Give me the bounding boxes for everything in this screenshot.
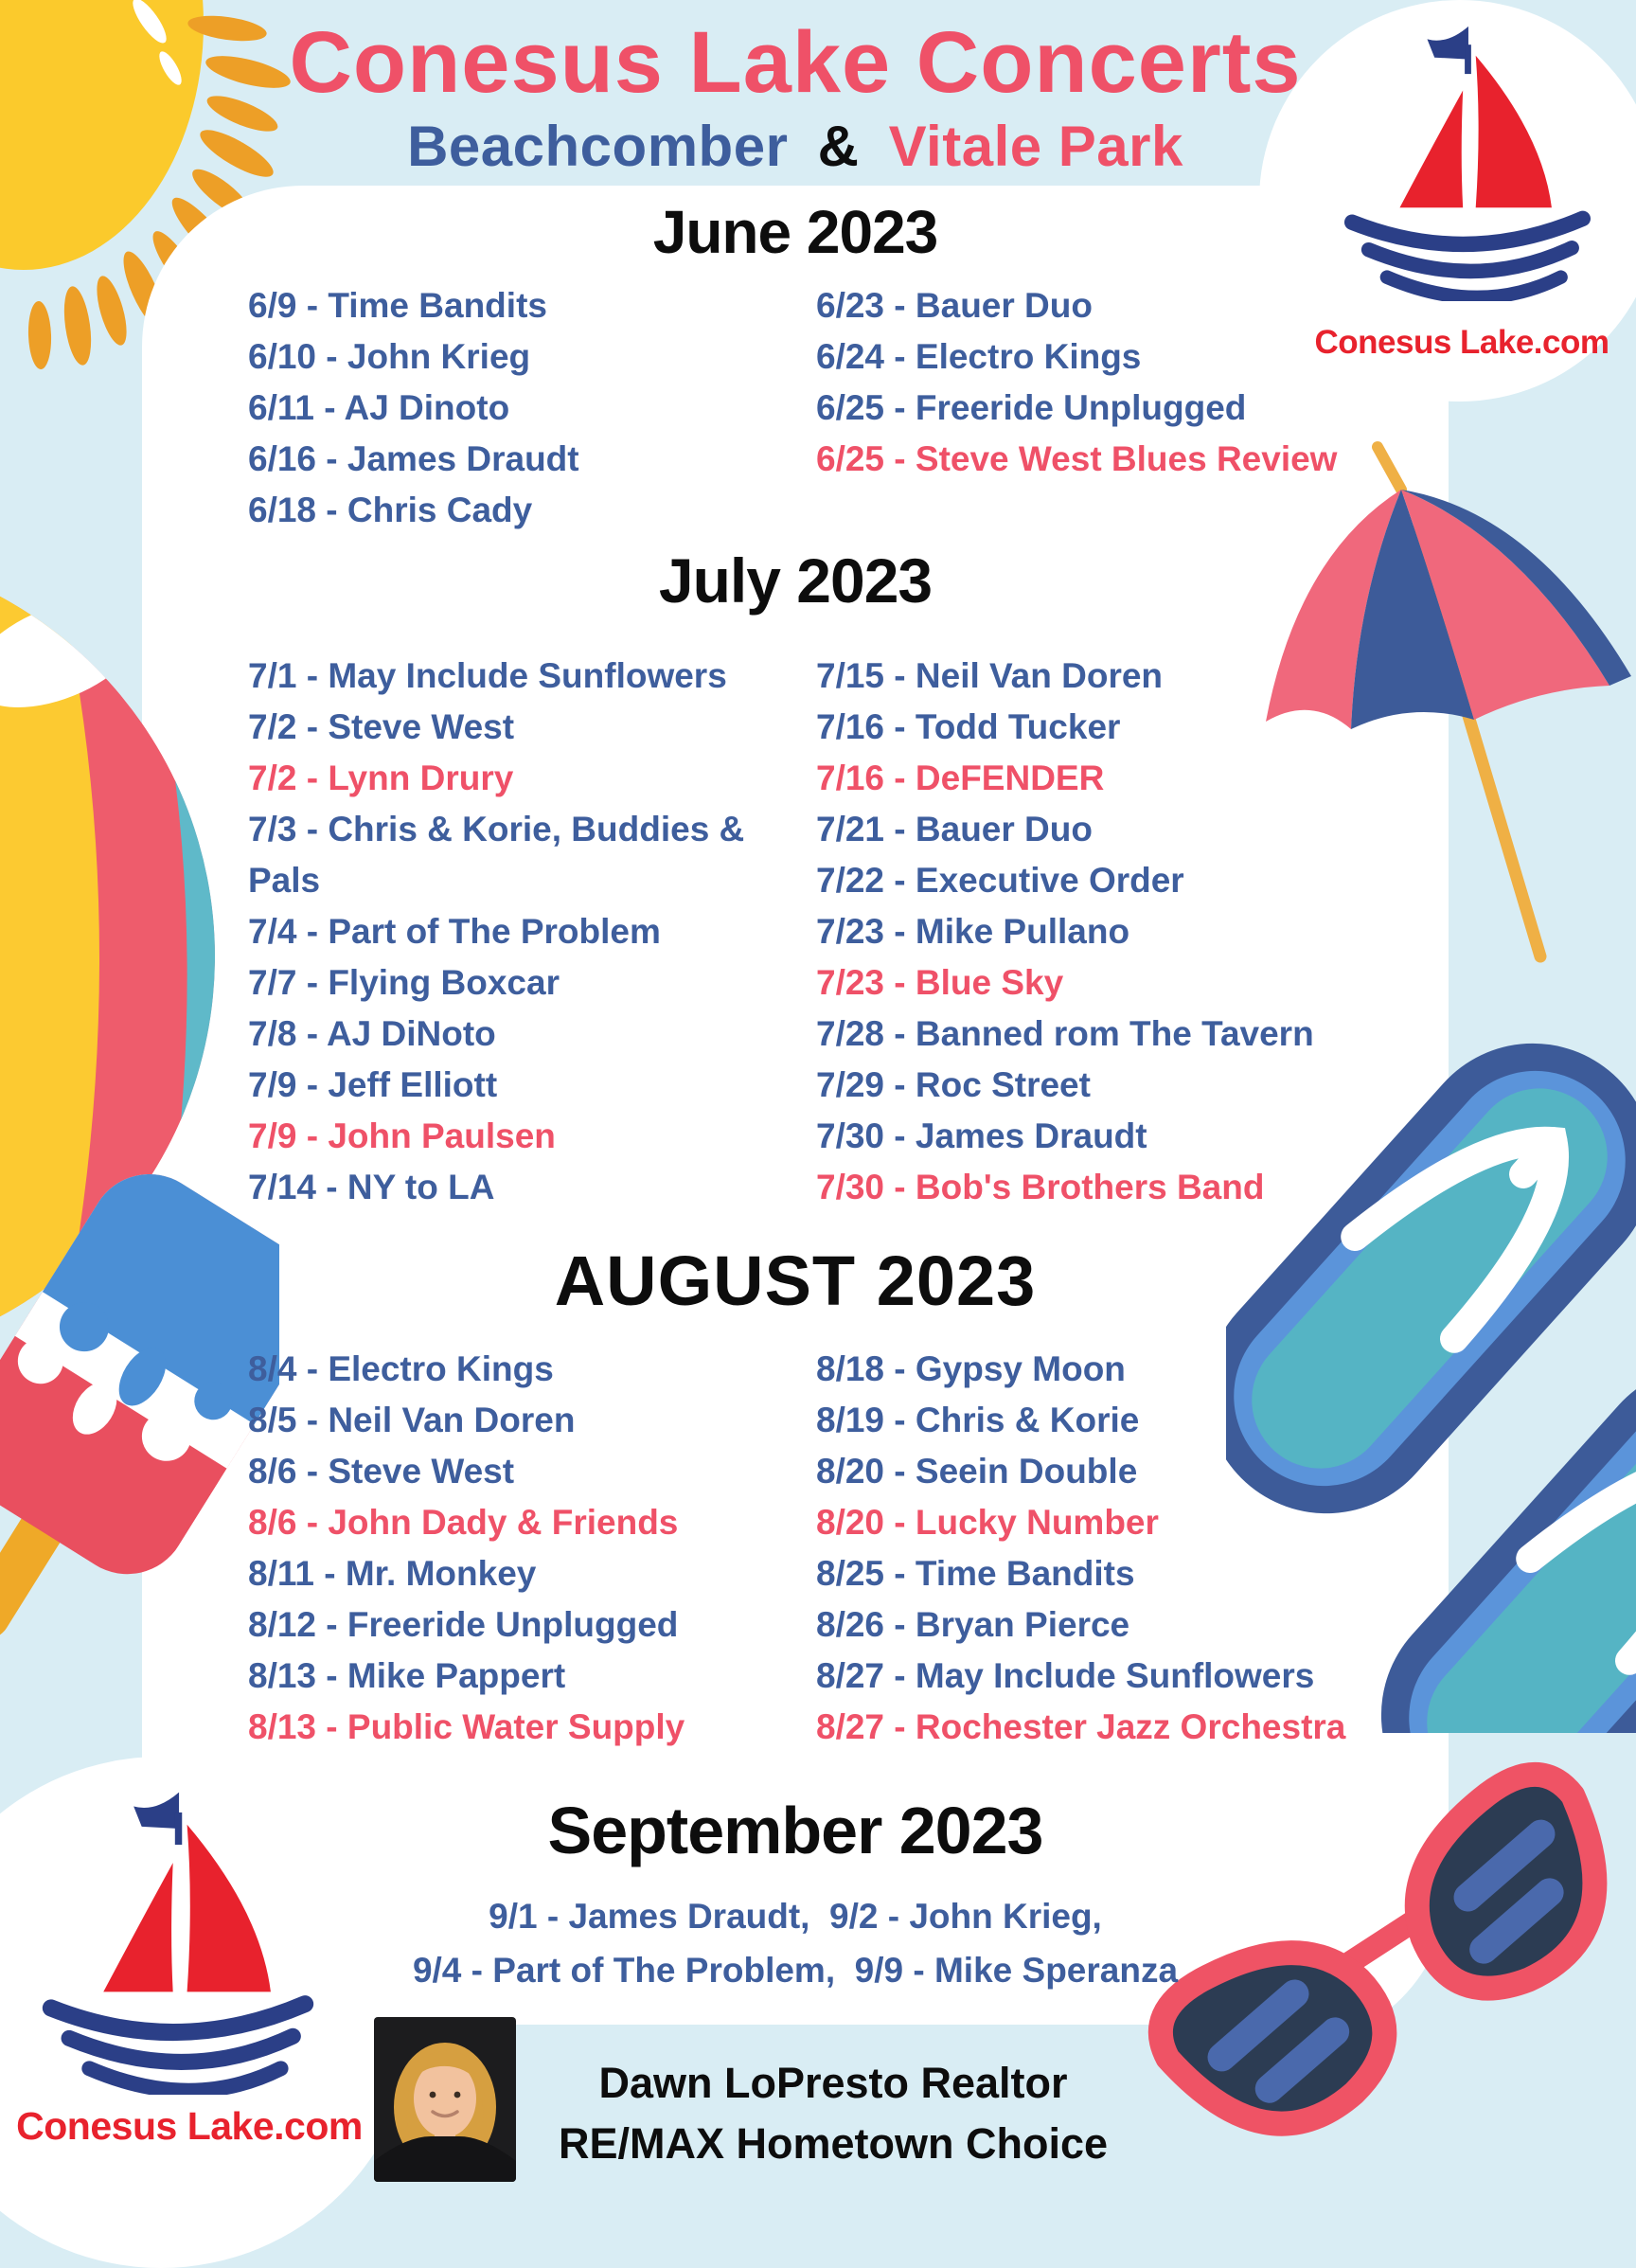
concert-list-right	[816, 651, 1449, 1213]
concert-entry: 8/25 - Time Bandits	[816, 1554, 1135, 1593]
concert-entry: 9/1 - James Draudt, 9/2 - John Krieg,	[489, 1897, 1102, 1936]
concert-entry: 6/24 - Electro Kings	[816, 337, 1142, 376]
concert-entry: 7/23 - Blue Sky	[816, 963, 1064, 1002]
poster-title: Conesus Lake Concerts	[289, 14, 1302, 111]
concert-entry: 7/7 - Flying Boxcar	[248, 963, 560, 1002]
concert-entry: 8/20 - Lucky Number	[816, 1503, 1159, 1542]
concert-entry: 7/28 - Banned rom The Tavern	[816, 1014, 1314, 1053]
concert-entry: 7/16 - DeFENDER	[816, 759, 1105, 797]
logo-url[interactable]: Conesus Lake.com	[16, 2104, 363, 2148]
concert-entry: 7/9 - Jeff Elliott	[248, 1065, 498, 1104]
concert-entry: 7/1 - May Include Sunflowers	[248, 656, 727, 695]
concert-entry: 7/30 - Bob's Brothers Band	[816, 1168, 1265, 1206]
logo-url[interactable]: Conesus Lake.com	[1314, 324, 1609, 361]
concert-entry: 6/9 - Time Bandits	[248, 286, 547, 325]
concert-list-right	[816, 1344, 1449, 1753]
month-header: AUGUST 2023	[554, 1241, 1037, 1320]
concert-entry: 8/4 - Electro Kings	[248, 1349, 554, 1388]
concert-entry: 6/25 - Steve West Blues Review	[816, 439, 1338, 478]
month-header: September 2023	[547, 1794, 1043, 1867]
september-lines	[142, 1889, 1449, 1997]
concert-list-left	[248, 651, 816, 1213]
concert-entry: 6/25 - Freeride Unplugged	[816, 388, 1247, 427]
concert-list-left	[248, 1344, 816, 1753]
concert-entry: 8/18 - Gypsy Moon	[816, 1349, 1126, 1388]
concert-entry: 8/5 - Neil Van Doren	[248, 1401, 576, 1439]
concert-entry: 8/11 - Mr. Monkey	[248, 1554, 537, 1593]
concert-entry: 6/16 - James Draudt	[248, 439, 579, 478]
month-section-july	[142, 545, 1449, 1213]
concert-entry: 7/30 - James Draudt	[816, 1116, 1147, 1155]
month-section-september	[142, 1793, 1449, 1997]
footer	[407, 2053, 1259, 2174]
subtitle-vitale-park: Vitale Park	[888, 114, 1183, 178]
concert-entry: 7/23 - Mike Pullano	[816, 912, 1130, 951]
header	[142, 14, 1449, 179]
subtitle-beachcomber: Beachcomber	[407, 114, 789, 178]
concert-entry: 7/9 - John Paulsen	[248, 1116, 556, 1155]
concert-list-left	[248, 280, 816, 536]
poster-subtitle	[142, 114, 1449, 179]
concert-entry: 6/10 - John Krieg	[248, 337, 531, 376]
month-header: June 2023	[652, 198, 938, 266]
concert-entry: 7/15 - Neil Van Doren	[816, 656, 1164, 695]
concert-entry: 8/6 - Steve West	[248, 1452, 515, 1491]
realtor-company: RE/MAX Hometown Choice	[558, 2119, 1109, 2168]
concert-entry: 7/8 - AJ DiNoto	[248, 1014, 496, 1053]
concert-entry: 7/29 - Roc Street	[816, 1065, 1091, 1104]
concert-entry: 8/20 - Seein Double	[816, 1452, 1138, 1491]
concert-entry: 8/12 - Freeride Unplugged	[248, 1605, 679, 1644]
concert-entry: 6/23 - Bauer Duo	[816, 286, 1093, 325]
concert-list-right	[816, 280, 1449, 536]
concert-entry: 7/2 - Steve West	[248, 707, 515, 746]
concert-entry: 7/21 - Bauer Duo	[816, 810, 1093, 848]
concert-entry: 7/3 - Chris & Korie, Buddies & Pals	[248, 810, 745, 900]
concert-entry: 8/13 - Public Water Supply	[248, 1707, 685, 1746]
concert-entry: 6/18 - Chris Cady	[248, 491, 533, 529]
concert-entry: 7/4 - Part of The Problem	[248, 912, 661, 951]
concert-entry: 7/16 - Todd Tucker	[816, 707, 1121, 746]
month-section-august	[142, 1241, 1449, 1753]
concert-entry: 7/2 - Lynn Drury	[248, 759, 514, 797]
concert-entry: 7/22 - Executive Order	[816, 861, 1184, 900]
concert-entry: 8/27 - May Include Sunflowers	[816, 1656, 1315, 1695]
concert-entry: 8/19 - Chris & Korie	[816, 1401, 1140, 1439]
month-section-june	[142, 197, 1449, 536]
concert-entry: 8/27 - Rochester Jazz Orchestra	[816, 1707, 1346, 1746]
concert-entry: 8/26 - Bryan Pierce	[816, 1605, 1130, 1644]
subtitle-ampersand: &	[817, 114, 860, 178]
concert-entry: 8/6 - John Dady & Friends	[248, 1503, 679, 1542]
concert-entry: 7/14 - NY to LA	[248, 1168, 495, 1206]
concert-entry: 6/11 - AJ Dinoto	[248, 388, 510, 427]
concert-entry: 8/13 - Mike Pappert	[248, 1656, 566, 1695]
month-header: July 2023	[658, 545, 933, 616]
realtor-name: Dawn LoPresto Realtor	[598, 2059, 1068, 2107]
concert-entry: 9/4 - Part of The Problem, 9/9 - Mike Speranza	[412, 1951, 1179, 1990]
